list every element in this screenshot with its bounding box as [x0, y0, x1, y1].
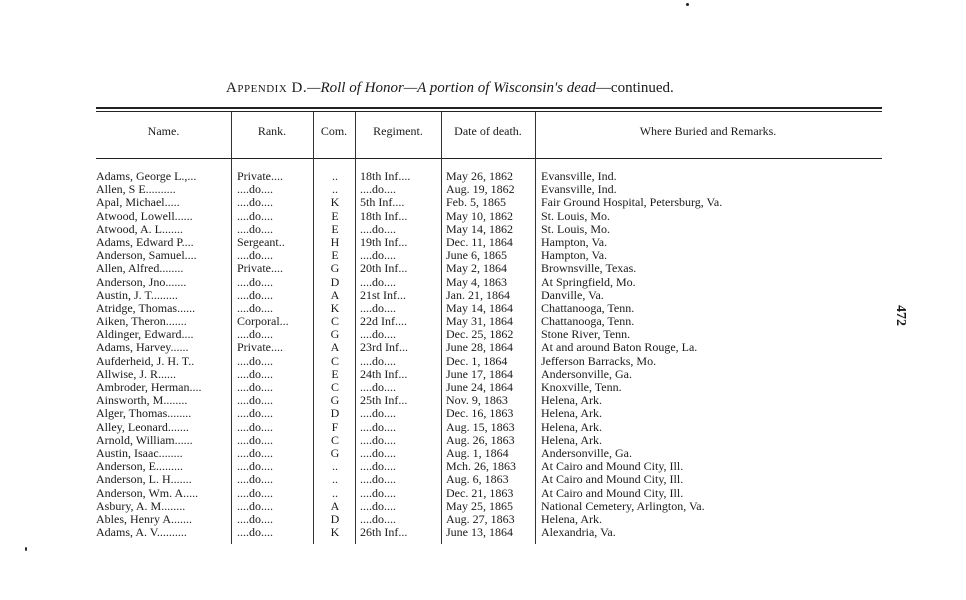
table-row: [0, 526, 966, 539]
cell-company: A: [330, 499, 340, 513]
ink-speck: [25, 547, 27, 551]
cell-rank: ....do....: [237, 512, 273, 526]
cell-burial-place: Evansville, Ind.: [541, 183, 617, 197]
cell-name: Anderson, Jno.......: [96, 275, 187, 289]
cell-regiment: ....do....: [360, 486, 396, 500]
cell-date-of-death: June 17, 1864: [446, 367, 513, 381]
cell-regiment: ....do....: [360, 222, 396, 236]
cell-name: Austin, J. T.........: [96, 288, 178, 302]
cell-burial-place: Hampton, Va.: [541, 235, 608, 249]
table-row: [0, 170, 966, 183]
table-row: [0, 460, 966, 473]
cell-company: D: [330, 275, 340, 289]
cell-company: G: [330, 446, 340, 460]
cell-regiment: ....do....: [360, 420, 396, 434]
cell-name: Atridge, Thomas......: [96, 301, 196, 315]
cell-company: A: [330, 341, 340, 355]
cell-regiment: 18th Inf....: [360, 170, 411, 183]
cell-rank: ....do....: [237, 473, 273, 487]
cell-regiment: 5th Inf....: [360, 196, 405, 210]
cell-rank: ....do....: [237, 526, 273, 540]
table-row: [0, 407, 966, 420]
cell-name: Atwood, Lowell......: [96, 209, 193, 223]
cell-rank: ....do....: [237, 460, 273, 474]
cell-date-of-death: Nov. 9, 1863: [446, 394, 508, 408]
cell-name: Ainsworth, M........: [96, 394, 188, 408]
table-row: [0, 487, 966, 500]
cell-burial-place: Jefferson Barracks, Mo.: [541, 354, 657, 368]
cell-name: Allen, Alfred........: [96, 262, 184, 276]
table-row: [0, 394, 966, 407]
cell-rank: ....do....: [237, 394, 273, 408]
cell-date-of-death: Dec. 1, 1864: [446, 354, 508, 368]
cell-rank: ....do....: [237, 486, 273, 500]
cell-company: ..: [332, 183, 338, 197]
cell-rank: Private....: [237, 262, 283, 276]
cell-burial-place: Helena, Ark.: [541, 407, 602, 421]
cell-date-of-death: Mch. 26, 1863: [446, 460, 516, 474]
cell-rank: ....do....: [237, 354, 273, 368]
cell-burial-place: Alexandria, Va.: [541, 526, 616, 540]
cell-date-of-death: May 25, 1865: [446, 499, 513, 513]
cell-burial-place: Evansville, Ind.: [541, 170, 617, 183]
cell-company: C: [330, 433, 339, 447]
cell-company: G: [330, 262, 340, 276]
cell-burial-place: At Springfield, Mo.: [541, 275, 636, 289]
cell-date-of-death: Aug. 6, 1863: [446, 473, 509, 487]
cell-date-of-death: Jan. 21, 1864: [446, 288, 510, 302]
cell-regiment: 24th Inf...: [360, 367, 408, 381]
cell-name: Adams, George L.,...: [96, 170, 197, 183]
col-header-name: Name.: [147, 124, 180, 138]
cell-burial-place: Andersonville, Ga.: [541, 367, 632, 381]
table-row: [0, 368, 966, 381]
cell-name: Ables, Henry A.......: [96, 512, 192, 526]
cell-rank: ....do....: [237, 446, 273, 460]
table-row: [0, 196, 966, 209]
cell-burial-place: Brownsville, Texas.: [541, 262, 637, 276]
cell-company: E: [331, 209, 339, 223]
cell-company: ..: [332, 486, 338, 500]
table-row: [0, 513, 966, 526]
cell-name: Adams, Harvey......: [96, 341, 189, 355]
cell-company: E: [331, 367, 339, 381]
table-row: [0, 210, 966, 223]
table-row: [0, 183, 966, 196]
cell-company: D: [330, 407, 340, 421]
cell-rank: ....do....: [237, 249, 273, 263]
cell-date-of-death: June 24, 1864: [446, 381, 513, 394]
cell-date-of-death: May 10, 1862: [446, 209, 513, 223]
cell-date-of-death: Aug. 27, 1863: [446, 512, 515, 526]
cell-regiment: ....do....: [360, 183, 396, 197]
table-row: [0, 276, 966, 289]
cell-burial-place: Knoxville, Tenn.: [541, 381, 622, 394]
cell-rank: ....do....: [237, 367, 273, 381]
cell-name: Apal, Michael.....: [96, 196, 180, 210]
cell-name: Allwise, J. R......: [96, 367, 177, 381]
cell-name: Alger, Thomas........: [96, 407, 192, 421]
cell-rank: ....do....: [237, 407, 273, 421]
cell-burial-place: At Cairo and Mound City, Ill.: [541, 460, 684, 474]
cell-burial-place: Hampton, Va.: [541, 249, 608, 263]
cell-name: Anderson, Samuel....: [96, 249, 197, 263]
cell-name: Aiken, Theron.......: [96, 315, 187, 329]
table-row: [0, 302, 966, 315]
cell-name: Allen, S E..........: [96, 183, 176, 197]
cell-rank: Corporal...: [237, 315, 289, 329]
cell-regiment: 21st Inf...: [360, 288, 406, 302]
cell-name: Anderson, Wm. A.....: [96, 486, 199, 500]
cell-burial-place: At and around Baton Rouge, La.: [541, 341, 698, 355]
col-header-where: Where Buried and Remarks.: [639, 124, 777, 138]
cell-burial-place: Stone River, Tenn.: [541, 328, 631, 342]
cell-date-of-death: Aug. 26, 1863: [446, 433, 515, 447]
cell-date-of-death: May 26, 1862: [446, 170, 513, 183]
cell-burial-place: Fair Ground Hospital, Petersburg, Va.: [541, 196, 723, 210]
cell-rank: ....do....: [237, 301, 273, 315]
cell-rank: ....do....: [237, 420, 273, 434]
cell-date-of-death: Aug. 1, 1864: [446, 446, 509, 460]
roll-table-body: [0, 170, 966, 539]
table-row: [0, 236, 966, 249]
cell-date-of-death: Dec. 25, 1862: [446, 328, 514, 342]
cell-burial-place: Chattanooga, Tenn.: [541, 301, 635, 315]
cell-name: Adams, A. V..........: [96, 526, 187, 540]
cell-rank: ....do....: [237, 381, 273, 394]
col-header-date: Date of death.: [454, 124, 522, 138]
cell-date-of-death: Dec. 21, 1863: [446, 486, 514, 500]
table-row: [0, 328, 966, 341]
cell-date-of-death: June 6, 1865: [446, 249, 507, 263]
cell-burial-place: Andersonville, Ga.: [541, 446, 632, 460]
cell-name: Aldinger, Edward....: [96, 328, 194, 342]
cell-rank: ....do....: [237, 222, 273, 236]
cell-rank: ....do....: [237, 328, 273, 342]
title-italic: —Roll of Honor—A portion of Wisconsin's dead: [307, 80, 596, 96]
cell-company: K: [330, 196, 340, 210]
cell-regiment: 26th Inf...: [360, 526, 408, 540]
cell-regiment: ....do....: [360, 328, 396, 342]
cell-burial-place: St. Louis, Mo.: [541, 222, 611, 236]
cell-company: ..: [332, 460, 338, 474]
cell-regiment: 19th Inf...: [360, 235, 408, 249]
cell-rank: ....do....: [237, 499, 273, 513]
table-row: [0, 473, 966, 486]
cell-date-of-death: Feb. 5, 1865: [446, 196, 506, 210]
col-header-regiment: Regiment.: [373, 124, 423, 138]
cell-burial-place: At Cairo and Mound City, Ill.: [541, 486, 684, 500]
cell-date-of-death: May 14, 1862: [446, 222, 513, 236]
cell-company: C: [330, 315, 339, 329]
cell-burial-place: Chattanooga, Tenn.: [541, 315, 635, 329]
cell-company: C: [330, 381, 339, 394]
cell-company: K: [330, 526, 340, 540]
header-rule: [96, 158, 882, 159]
cell-date-of-death: Aug. 15, 1863: [446, 420, 515, 434]
cell-rank: Private....: [237, 341, 283, 355]
cell-date-of-death: May 31, 1864: [446, 315, 513, 329]
cell-rank: ....do....: [237, 288, 273, 302]
cell-name: Austin, Isaac........: [96, 446, 183, 460]
cell-rank: ....do....: [237, 275, 273, 289]
cell-company: E: [331, 222, 339, 236]
cell-date-of-death: June 28, 1864: [446, 341, 513, 355]
cell-regiment: ....do....: [360, 407, 396, 421]
cell-name: Anderson, L. H.......: [96, 473, 192, 487]
table-row: [0, 341, 966, 354]
table-row: [0, 447, 966, 460]
cell-regiment: ....do....: [360, 301, 396, 315]
appendix-label: Appendix D.: [226, 80, 308, 96]
cell-company: F: [331, 420, 339, 434]
cell-regiment: ....do....: [360, 433, 396, 447]
cell-burial-place: Helena, Ark.: [541, 394, 602, 408]
cell-rank: Sergeant..: [237, 235, 285, 249]
ink-speck: [686, 3, 689, 6]
cell-name: Alley, Leonard.......: [96, 420, 189, 434]
cell-rank: Private....: [237, 170, 283, 183]
cell-rank: ....do....: [237, 433, 273, 447]
cell-regiment: 23rd Inf...: [360, 341, 408, 355]
cell-date-of-death: Dec. 16, 1863: [446, 407, 514, 421]
cell-name: Arnold, William......: [96, 433, 193, 447]
cell-name: Anderson, E.........: [96, 460, 183, 474]
cell-name: Ambroder, Herman....: [96, 381, 202, 394]
cell-burial-place: Helena, Ark.: [541, 433, 602, 447]
cell-regiment: ....do....: [360, 460, 396, 474]
cell-regiment: 22d Inf....: [360, 315, 407, 329]
title-tail: —continued.: [595, 80, 674, 96]
page-title: [226, 80, 674, 97]
cell-company: C: [330, 354, 339, 368]
cell-regiment: ....do....: [360, 354, 396, 368]
table-row: [0, 421, 966, 434]
cell-company: ..: [332, 473, 338, 487]
cell-date-of-death: Aug. 19, 1862: [446, 183, 515, 197]
cell-regiment: ....do....: [360, 446, 396, 460]
cell-date-of-death: June 13, 1864: [446, 526, 513, 540]
table-row: [0, 249, 966, 262]
table-row: [0, 289, 966, 302]
cell-rank: ....do....: [237, 209, 273, 223]
cell-regiment: 25th Inf...: [360, 394, 408, 408]
cell-regiment: ....do....: [360, 249, 396, 263]
cell-regiment: ....do....: [360, 512, 396, 526]
table-row: [0, 355, 966, 368]
table-row: [0, 434, 966, 447]
cell-burial-place: Danville, Va.: [541, 288, 604, 302]
cell-date-of-death: May 4, 1863: [446, 275, 507, 289]
cell-regiment: 18th Inf...: [360, 209, 408, 223]
cell-name: Aufderheid, J. H. T..: [96, 354, 195, 368]
table-row: [0, 381, 966, 394]
cell-burial-place: Helena, Ark.: [541, 420, 602, 434]
cell-burial-place: St. Louis, Mo.: [541, 209, 611, 223]
cell-date-of-death: Dec. 11, 1864: [446, 235, 513, 249]
cell-rank: ....do....: [237, 183, 273, 197]
col-header-com: Com.: [320, 124, 348, 138]
page-number: 472: [893, 305, 908, 326]
cell-rank: ....do....: [237, 196, 273, 210]
top-rule: [96, 107, 882, 109]
cell-company: E: [331, 249, 339, 263]
table-row: [0, 315, 966, 328]
cell-date-of-death: May 14, 1864: [446, 301, 513, 315]
cell-company: G: [330, 394, 340, 408]
cell-company: G: [330, 328, 340, 342]
cell-company: ..: [332, 170, 338, 183]
cell-regiment: ....do....: [360, 473, 396, 487]
cell-date-of-death: May 2, 1864: [446, 262, 507, 276]
cell-burial-place: At Cairo and Mound City, Ill.: [541, 473, 684, 487]
cell-name: Adams, Edward P....: [96, 235, 194, 249]
cell-name: Asbury, A. M........: [96, 499, 186, 513]
table-row: [0, 223, 966, 236]
top-rule-thin: [96, 111, 882, 112]
cell-company: H: [330, 235, 340, 249]
cell-regiment: ....do....: [360, 381, 396, 394]
cell-regiment: ....do....: [360, 499, 396, 513]
cell-burial-place: National Cemetery, Arlington, Va.: [541, 499, 705, 513]
cell-burial-place: Helena, Ark.: [541, 512, 602, 526]
col-header-rank: Rank.: [257, 124, 287, 138]
table-row: [0, 500, 966, 513]
cell-regiment: 20th Inf...: [360, 262, 408, 276]
table-row: [0, 262, 966, 275]
cell-name: Atwood, A. L.......: [96, 222, 183, 236]
cell-company: A: [330, 288, 340, 302]
cell-company: D: [330, 512, 340, 526]
cell-regiment: ....do....: [360, 275, 396, 289]
cell-company: K: [330, 301, 340, 315]
